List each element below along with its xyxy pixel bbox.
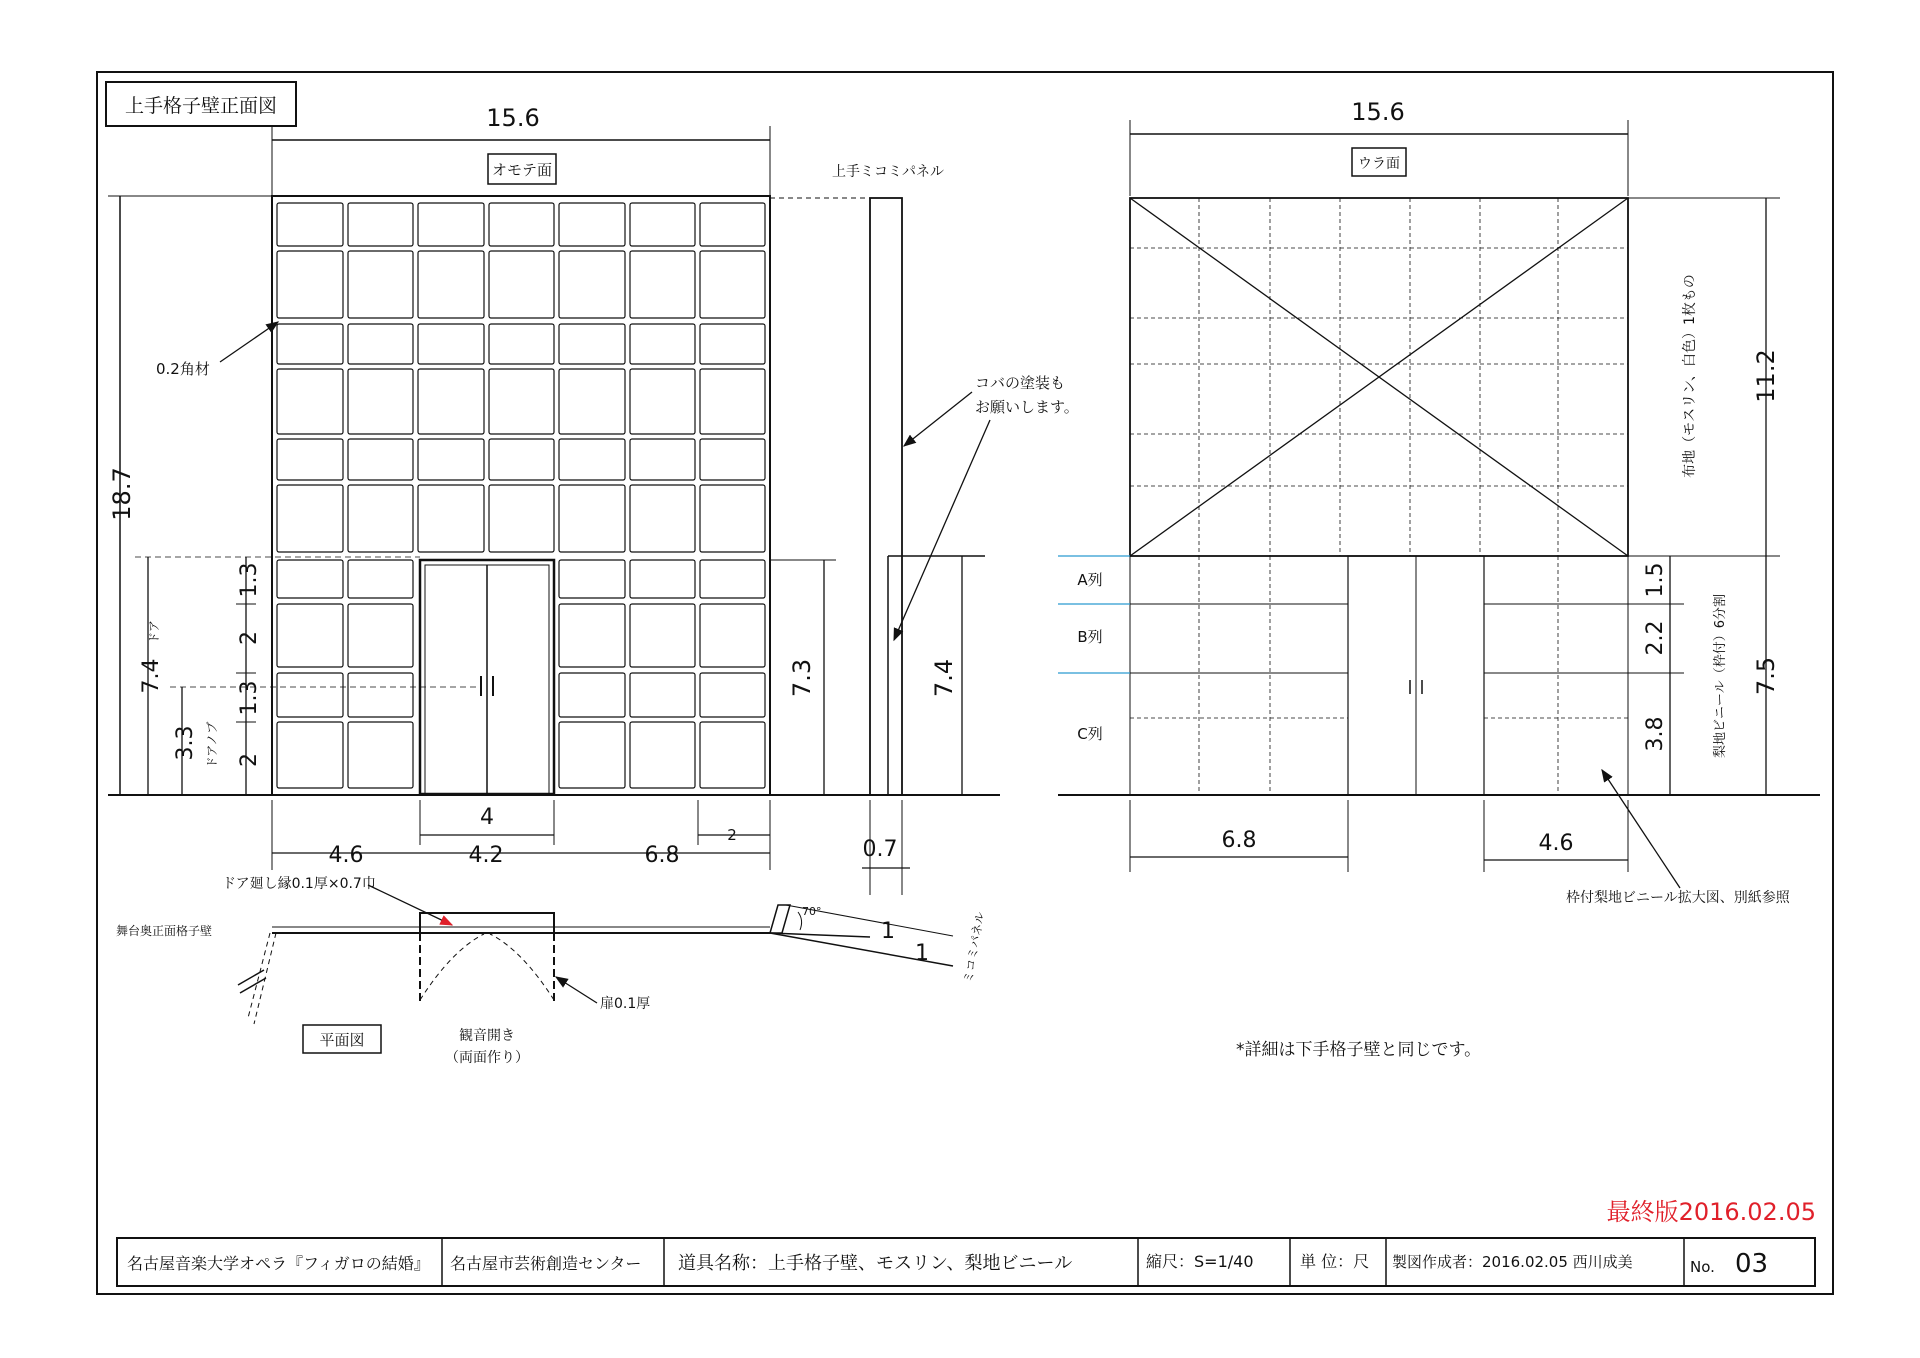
lattice-cell (559, 439, 625, 480)
front-door (420, 560, 554, 794)
side-dim-2: 1 (915, 941, 929, 966)
lattice-cell (277, 722, 343, 788)
material-leader (220, 322, 278, 362)
right-height-dimensions (1628, 198, 1780, 795)
side-panel-label: 上手ミコミパネル (832, 164, 944, 180)
final-stamp: 最終版2016.02.05 (1606, 1198, 1816, 1226)
lattice-cell (700, 251, 765, 318)
lattice-lower-height: 7.3 (788, 658, 816, 698)
back-face-label: ウラ面 (1358, 156, 1400, 172)
lattice-cell (630, 485, 695, 552)
door-leaf-label: 扉0.1厚 (600, 996, 651, 1012)
lower-height: 7.5 (1752, 656, 1780, 696)
lattice-cell (700, 673, 765, 717)
view-title: 上手格子壁正面図 (124, 95, 278, 117)
bottom-right-width: 6.8 (644, 843, 680, 868)
swing-label-2: （両面作り） (445, 1050, 529, 1066)
drawing-no: 03 (1735, 1249, 1769, 1279)
door-width: 4 (480, 805, 494, 830)
lattice-cell (700, 485, 765, 552)
seg-2: 2 (237, 631, 262, 645)
lattice-cell (489, 439, 554, 480)
lattice-cell (559, 722, 625, 788)
seg-1: 1.3 (237, 562, 262, 598)
lattice-cell (700, 203, 765, 246)
title-block (117, 1238, 1815, 1286)
lattice-cell (348, 439, 413, 480)
plan-label: 平面図 (319, 1031, 365, 1049)
lattice-cell (489, 251, 554, 318)
lattice-cell (418, 251, 484, 318)
right-bottom-dimensions (1130, 800, 1628, 872)
lattice-cell (277, 203, 343, 246)
lattice-cell (630, 604, 695, 667)
lattice-cell (348, 722, 413, 788)
lattice-cell (348, 673, 413, 717)
material-label: 0.2角材 (156, 360, 210, 378)
lattice-cell (418, 324, 484, 364)
vinyl-row-labels (1058, 556, 1130, 743)
lattice-cell (348, 324, 413, 364)
lattice-cell (277, 324, 343, 364)
kobo-note-2: お願いします。 (975, 398, 1079, 416)
lattice-cell (630, 722, 695, 788)
lattice-cell (630, 324, 695, 364)
side-height: 7.4 (930, 658, 958, 698)
unit: 単 位：尺 (1300, 1252, 1370, 1271)
vinyl-panel (1130, 604, 1348, 673)
lattice-cell (630, 439, 695, 480)
lattice-cell (700, 369, 765, 434)
detail-ref: 枠付梨地ビニール拡大図、別紙参照 (1566, 890, 1790, 906)
door-trim-label: ドア廻し縁0.1厚×0.7巾 (222, 876, 376, 892)
kobo-note-1: コバの塗装も (975, 374, 1066, 392)
lattice-cell (630, 369, 695, 434)
lattice-cell (700, 439, 765, 480)
lattice-cell (277, 673, 343, 717)
lattice-cell (700, 722, 765, 788)
lattice-cell (489, 324, 554, 364)
mikomi-label: ミコミパネル (960, 910, 988, 984)
lattice-cell (418, 485, 484, 552)
lattice-cell (700, 604, 765, 667)
face-label: オモテ面 (491, 161, 553, 179)
lattice-cell (277, 369, 343, 434)
dim-c: 3.8 (1643, 716, 1668, 752)
lattice-cell (418, 203, 484, 246)
drawing-no-label: No. (1690, 1258, 1715, 1276)
right-top-width: 15.6 (1351, 98, 1405, 126)
vinyl-panel (1484, 604, 1628, 673)
door-height: 7.4 (139, 658, 164, 694)
lattice-cell (348, 203, 413, 246)
lattice-cell (700, 560, 765, 598)
lattice-cell (630, 203, 695, 246)
side-dim-1: 1 (881, 919, 895, 944)
back-bottom-right: 4.6 (1538, 831, 1574, 856)
lattice-cell (277, 485, 343, 552)
swing-label-1: 観音開き (459, 1028, 515, 1044)
lattice-cell (559, 324, 625, 364)
front-lattice-panel (272, 196, 770, 795)
sheet-border (97, 72, 1833, 1294)
lattice-cell (559, 673, 625, 717)
knob-height: 3.3 (173, 725, 198, 761)
venue: 名古屋市芸術創造センター (450, 1254, 642, 1273)
vinyl-panel (1130, 556, 1348, 604)
fabric-label: 布地（モスリン、白色）1枚もの (1682, 274, 1698, 478)
lattice-cell (277, 251, 343, 318)
row-c: C列 (1077, 725, 1103, 743)
lattice-cell (630, 560, 695, 598)
right-top-dimension (1130, 98, 1628, 196)
upper-height: 11.2 (1752, 349, 1780, 403)
door-label: ドア (147, 620, 161, 644)
left-total-height: 18.7 (108, 467, 136, 521)
door-height-dimensions (135, 557, 480, 795)
lattice-cell (559, 369, 625, 434)
lattice-cell (277, 560, 343, 598)
lattice-cell (489, 203, 554, 246)
lattice-cell (348, 604, 413, 667)
row-b: B列 (1077, 628, 1103, 646)
vinyl-panel (1484, 556, 1628, 604)
lattice-cell (630, 251, 695, 318)
angle-label: 70° (802, 905, 822, 918)
side-thickness: 0.7 (862, 837, 898, 862)
note: *詳細は下手格子壁と同じです。 (1236, 1040, 1482, 1060)
bottom-left-width: 4.6 (328, 843, 364, 868)
seg-4: 2 (237, 753, 262, 767)
lattice-cell (559, 485, 625, 552)
stage-wall-label: 舞台奥正面格子壁 (116, 924, 213, 938)
lattice-cell (348, 560, 413, 598)
production-title: 名古屋音楽大学オペラ『フィガロの結婚』 (127, 1254, 430, 1273)
row-a: A列 (1077, 571, 1103, 589)
lattice-cell (559, 560, 625, 598)
lattice-cell (559, 203, 625, 246)
author: 製図作成者：2016.02.05 西川成美 (1392, 1253, 1633, 1271)
lattice-cell (700, 324, 765, 364)
lattice-cell (348, 369, 413, 434)
knob-label: ドアノブ (205, 721, 219, 769)
lattice-cell (348, 485, 413, 552)
dim-a: 1.5 (1643, 562, 1668, 598)
lattice-cell (277, 604, 343, 667)
bottom-mid-width: 4.2 (468, 843, 504, 868)
small-dim: 2 (727, 826, 737, 844)
lattice-cell (489, 369, 554, 434)
lattice-cell (559, 604, 625, 667)
vinyl-label: 梨地ビニール（枠付）6分割 (1713, 593, 1728, 759)
vinyl-panel (1130, 673, 1348, 795)
left-top-dimension (272, 104, 770, 195)
left-top-width: 15.6 (486, 104, 540, 132)
prop-name: 道具名称：上手格子壁、モスリン、梨地ビニール (678, 1253, 1073, 1274)
detail-leader (1602, 770, 1680, 888)
lattice-cell (418, 369, 484, 434)
back-panel (1130, 198, 1628, 795)
lattice-cell (630, 673, 695, 717)
lattice-cell (418, 439, 484, 480)
side-panel-elevation (770, 164, 1079, 795)
lattice-cell (559, 251, 625, 318)
lattice-cell (277, 439, 343, 480)
scale: 縮尺：S=1/40 (1146, 1252, 1254, 1271)
back-bottom-left: 6.8 (1221, 828, 1257, 853)
lattice-lower-height-dimension (770, 560, 836, 795)
plan-view (116, 875, 987, 1066)
dim-b: 2.2 (1643, 620, 1668, 656)
lattice-cell (348, 251, 413, 318)
lattice-cell (489, 485, 554, 552)
seg-3: 1.3 (237, 680, 262, 716)
